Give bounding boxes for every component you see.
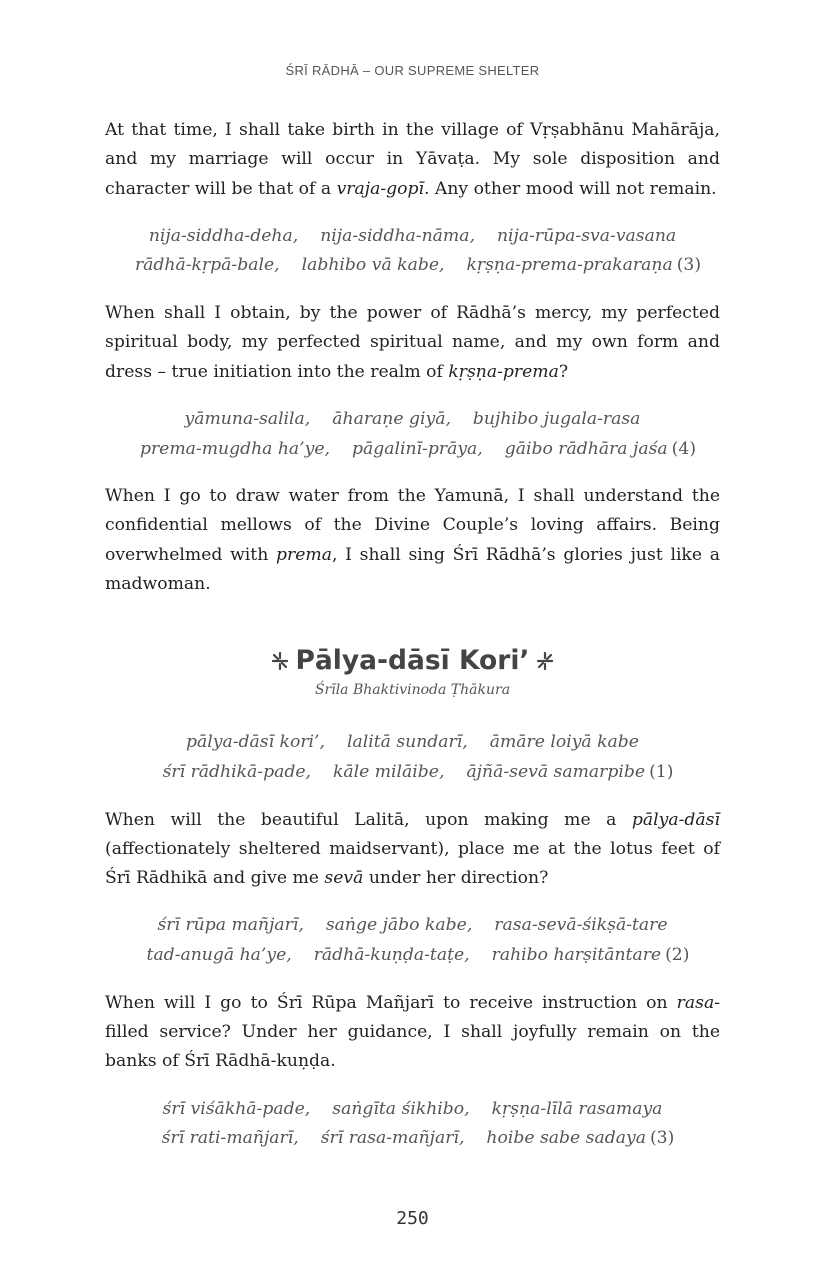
- translation-paragraph: When I go to draw water from the Yamunā, I shall understand the confidential mellows of the Divine Couple’s loving affairs. Being overwhelmed with prema, I shall sing Śrī Rādhā’s glories just like a madwoman.: [105, 486, 720, 595]
- song-author: Śrīla Bhaktivinoda Ṭhākura: [314, 682, 511, 699]
- verse-line: prema-mugdha ha’ye, pāgalinī-prāya, gāibo rādhāra jaśa (4): [139, 438, 697, 459]
- song-verse-1: [105, 728, 720, 787]
- verse-line: śrī rati-mañjarī, śrī rasa-mañjarī, hoibe sabe sadaya (3): [161, 1128, 675, 1149]
- translation-paragraph: When will I go to Śrī Rūpa Mañjarī to receive instruction on rasa-filled service? Under her guidance, I shall joyfully remain on the banks of Śrī Rādhā-kuṇḍa.: [105, 992, 720, 1072]
- running-header: ŚRĪ RĀDHĀ – OUR SUPREME SHELTER: [285, 63, 540, 78]
- verse-line: śrī rūpa mañjarī, saṅge jābo kabe, rasa-sevā-śikṣā-tare: [157, 915, 668, 936]
- ornament-left-icon: [270, 651, 290, 671]
- verse-line: pālya-dāsī kori’, lalitā sundarī, āmāre loiyā kabe: [186, 732, 639, 753]
- song-title: Pālya-dāsī Kori’: [264, 645, 562, 676]
- song-verse-3: [105, 1095, 720, 1154]
- translation-paragraph: At that time, I shall take birth in the village of Vṛṣabhānu Mahārāja, and my marriage will occur in Yāvaṭa. My sole disposition and character will be that of a vraja-gopī. Any other mood will not remain.: [105, 120, 720, 199]
- verse-line: śrī viśākhā-pade, saṅgīta śikhibo, kṛṣṇa-līlā rasamaya: [162, 1098, 663, 1119]
- verse-line: nija-siddha-deha, nija-siddha-nāma, nija-rūpa-sva-vasana: [148, 225, 677, 246]
- page-content: [105, 116, 720, 1172]
- ornament-right-icon: [535, 651, 555, 671]
- verse-line: yāmuna-salila, āharaṇe giyā, bujhibo jugala-rasa: [184, 408, 641, 429]
- verse-4: [105, 405, 720, 464]
- song-heading: [105, 645, 720, 698]
- verse-3: [105, 222, 720, 281]
- verse-number: (4): [671, 438, 697, 459]
- verse-number: (3): [649, 1128, 675, 1149]
- page-number: 250: [396, 1208, 429, 1229]
- verse-number: (3): [676, 255, 702, 276]
- translation-paragraph: When shall I obtain, by the power of Rādhā’s mercy, my perfected spiritual body, my perfected spiritual name, and my own form and dress – true initiation into the realm of kṛṣṇa-prema?: [105, 303, 720, 382]
- verse-number: (2): [665, 945, 690, 966]
- song-verse-2: [105, 911, 720, 970]
- verse-number: (1): [649, 761, 674, 782]
- verse-line: rādhā-kṛpā-bale, labhibo vā kabe, kṛṣṇa-prema-prakaraṇa (3): [134, 255, 702, 276]
- verse-line: tad-anugā ha’ye, rādhā-kuṇḍa-taṭe, rahibo harṣitāntare (2): [146, 945, 690, 966]
- translation-paragraph: When will the beautiful Lalitā, upon making me a pālya-dāsī (affectionately sheltered maidservant), place me at the lotus feet of Śrī Rādhikā and give me sevā under her direction?: [105, 809, 720, 889]
- verse-line: śrī rādhikā-pade, kāle milāibe, ājñā-sevā samarpibe (1): [162, 761, 674, 782]
